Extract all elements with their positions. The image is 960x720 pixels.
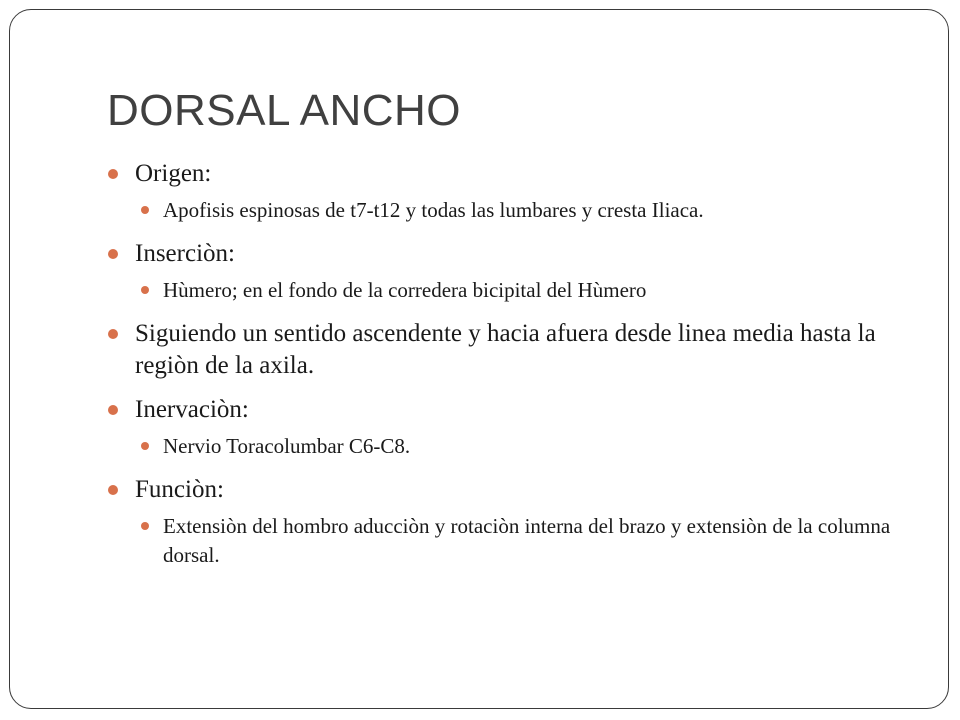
bullet-dot-icon: [108, 249, 118, 259]
bullet-inervacion: [107, 394, 907, 426]
sub-bullet-text: Nervio Toracolumbar C6-C8.: [163, 434, 411, 458]
bullet-text: Inervaciòn:: [135, 396, 249, 423]
bullet-dot-icon: [141, 522, 149, 530]
bullet-text: Funciòn:: [135, 476, 224, 503]
bullet-dot-icon: [141, 286, 149, 294]
bullet-dot-icon: [108, 485, 118, 495]
slide-title: DORSAL ANCHO: [107, 86, 462, 135]
sub-bullet-insercion-detail: [107, 276, 907, 305]
bullet-text: Siguiendo un sentido ascendente y hacia afuera desde linea media hasta la regiòn de la axila.: [135, 320, 876, 379]
bullet-dot-icon: [108, 329, 118, 339]
bullet-text: Inserciòn:: [135, 240, 235, 267]
sub-bullet-origen-detail: [107, 196, 907, 225]
bullet-funcion: [107, 474, 907, 506]
bullet-dot-icon: [141, 206, 149, 214]
bullet-dot-icon: [108, 405, 118, 415]
sub-bullet-funcion-detail: [107, 512, 907, 570]
sub-bullet-inervacion-detail: [107, 432, 907, 461]
sub-bullet-text: Hùmero; en el fondo de la corredera bicipital del Hùmero: [163, 278, 647, 302]
sub-bullet-text: Extensiòn del hombro aducciòn y rotaciòn interna del brazo y extensiòn de la columna dorsal.: [163, 514, 891, 567]
sub-bullet-text: Apofisis espinosas de t7-t12 y todas las lumbares y cresta Iliaca.: [163, 198, 704, 222]
bullet-insercion: [107, 238, 907, 270]
bullet-dot-icon: [141, 442, 149, 450]
slide-content: [107, 158, 907, 583]
bullet-dot-icon: [108, 169, 118, 179]
bullet-origen: [107, 158, 907, 190]
bullet-text: Origen:: [135, 160, 212, 187]
bullet-sentido: [107, 318, 907, 382]
